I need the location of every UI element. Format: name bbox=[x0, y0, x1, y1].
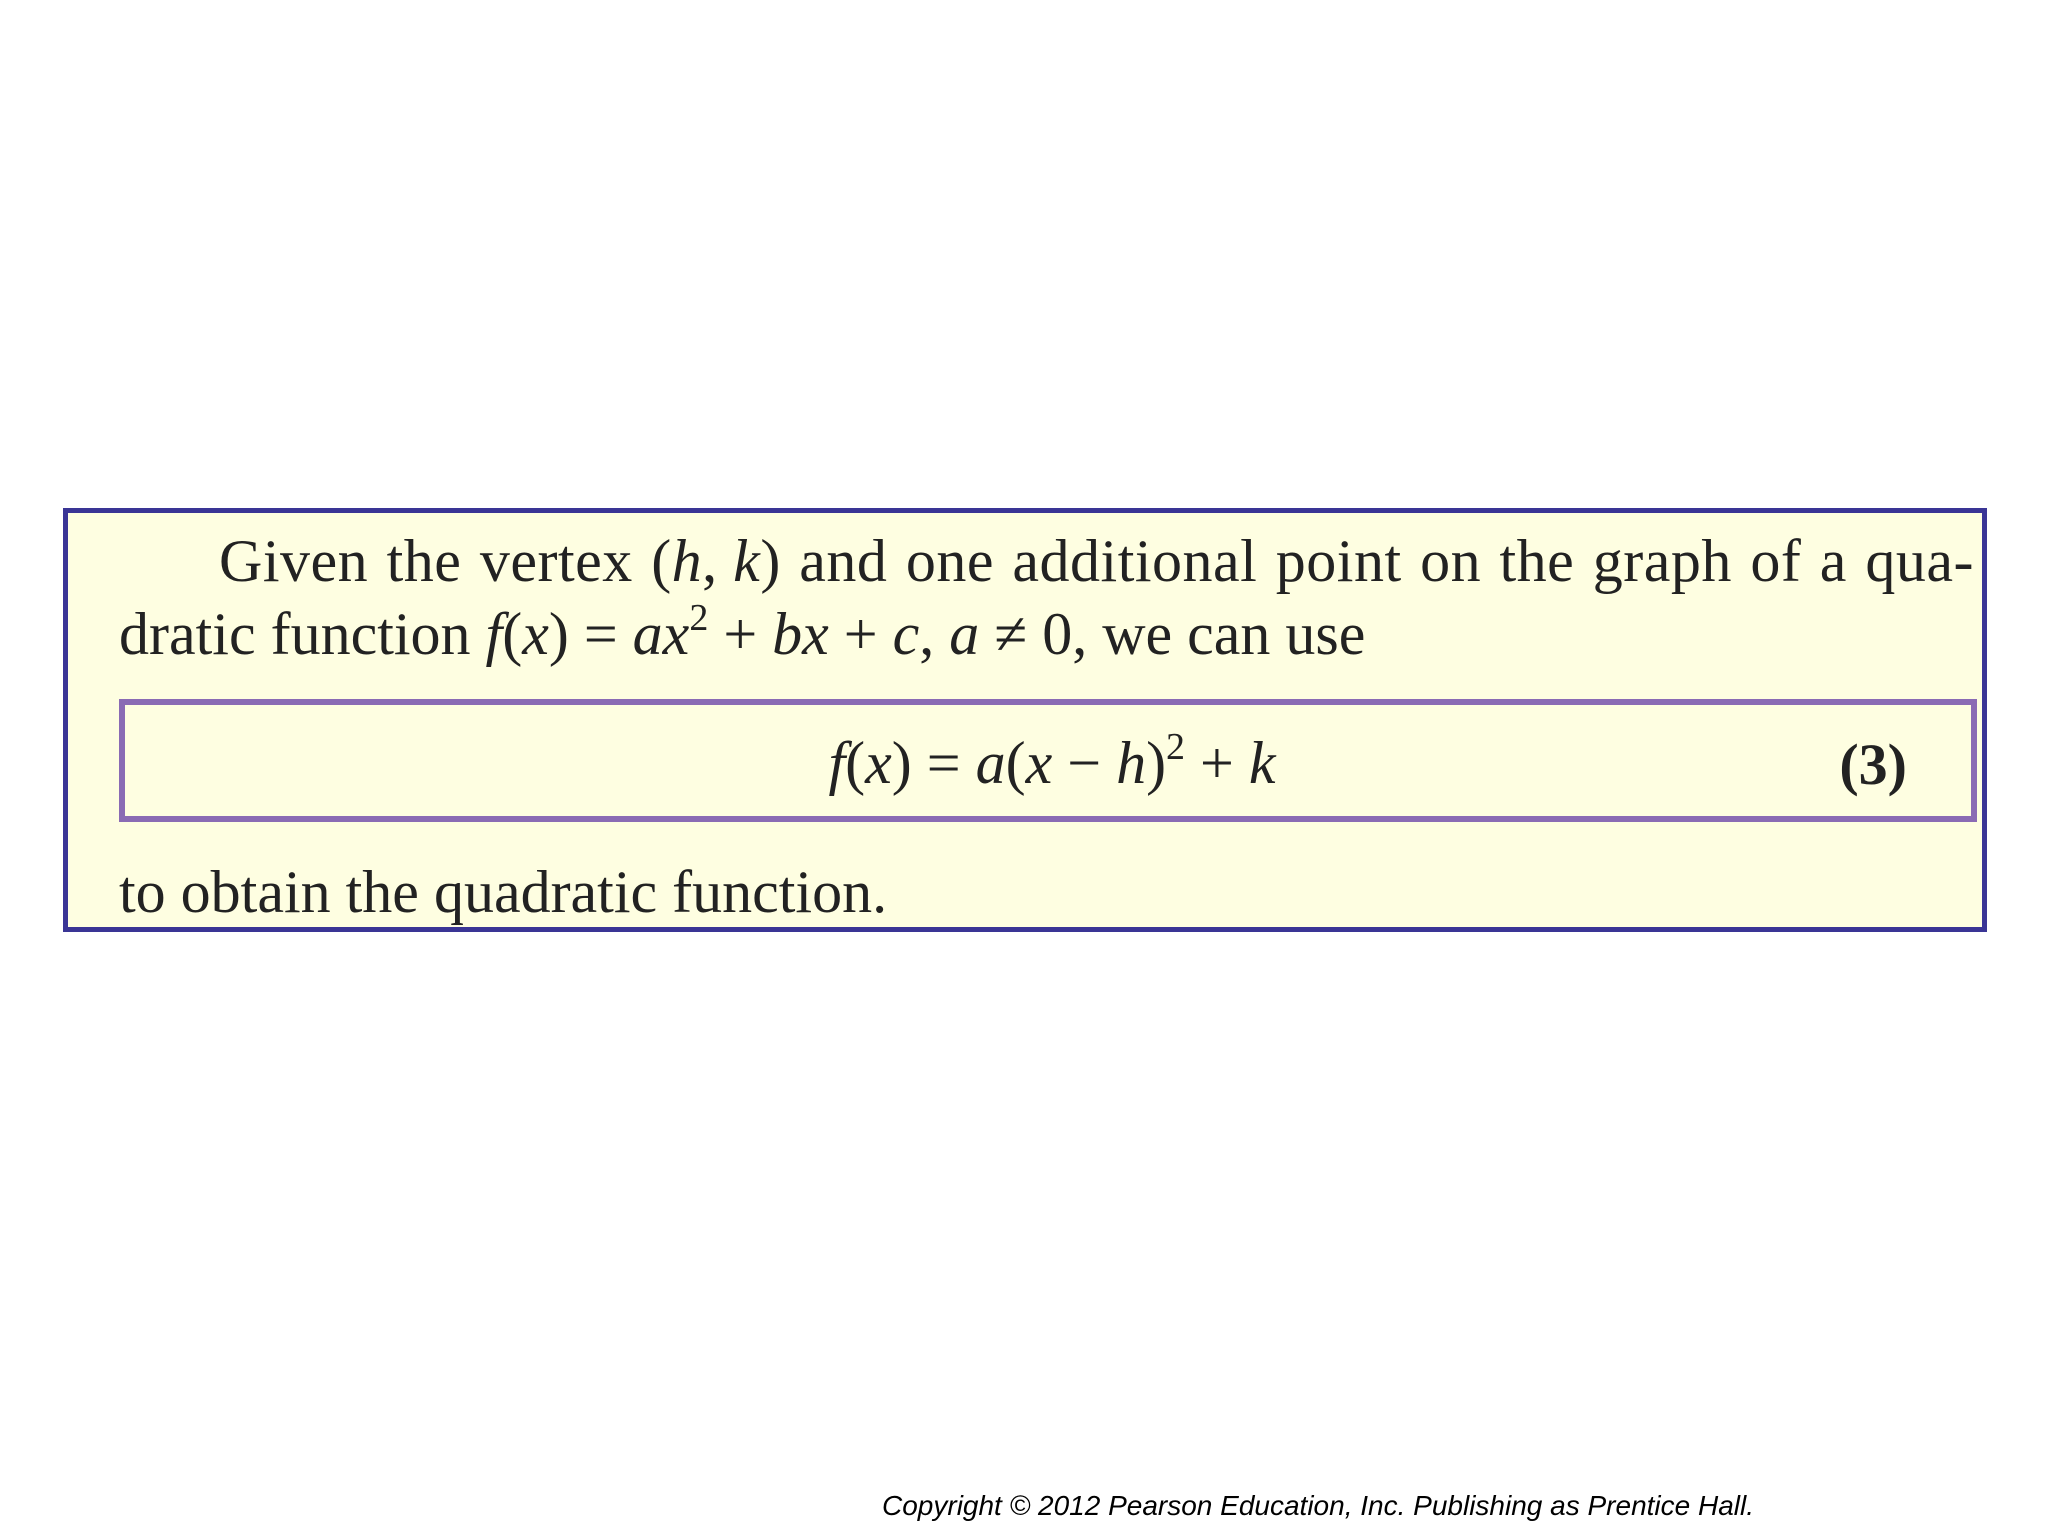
vertex-form-formula: $f(x) = a(x - h)^2 + k$ bbox=[828, 726, 1276, 796]
intro-line-2: dratic function $f(x) = ax^2$ + bx + c, a ≠ 0, we can use bbox=[119, 597, 1366, 667]
equation-number: (3) bbox=[1839, 732, 1907, 797]
intro-word: and bbox=[799, 528, 888, 594]
intro-word: Given bbox=[219, 528, 369, 594]
intro-paragraph bbox=[119, 525, 1974, 671]
intro-word: the bbox=[1499, 528, 1575, 594]
intro-word: one bbox=[905, 528, 994, 594]
intro-word: qua- bbox=[1865, 528, 1974, 594]
closing-text: to obtain the quadratic function. bbox=[119, 859, 888, 925]
intro-word: a bbox=[1819, 528, 1847, 594]
intro-line-1 bbox=[119, 525, 1974, 598]
intro-word-vertex: (h, k) bbox=[651, 528, 781, 594]
formula-box bbox=[119, 699, 1977, 822]
theorem-box bbox=[63, 508, 1987, 932]
copyright-footer: Copyright © 2012 Pearson Education, Inc. Publishing as Prentice Hall. bbox=[882, 1490, 1755, 1521]
intro-word: vertex bbox=[479, 528, 633, 594]
intro-word: on bbox=[1420, 528, 1482, 594]
intro-word: additional bbox=[1012, 528, 1258, 594]
intro-word: point bbox=[1275, 528, 1402, 594]
intro-word: of bbox=[1750, 528, 1802, 594]
intro-word: graph bbox=[1592, 528, 1732, 594]
intro-word: the bbox=[386, 528, 462, 594]
